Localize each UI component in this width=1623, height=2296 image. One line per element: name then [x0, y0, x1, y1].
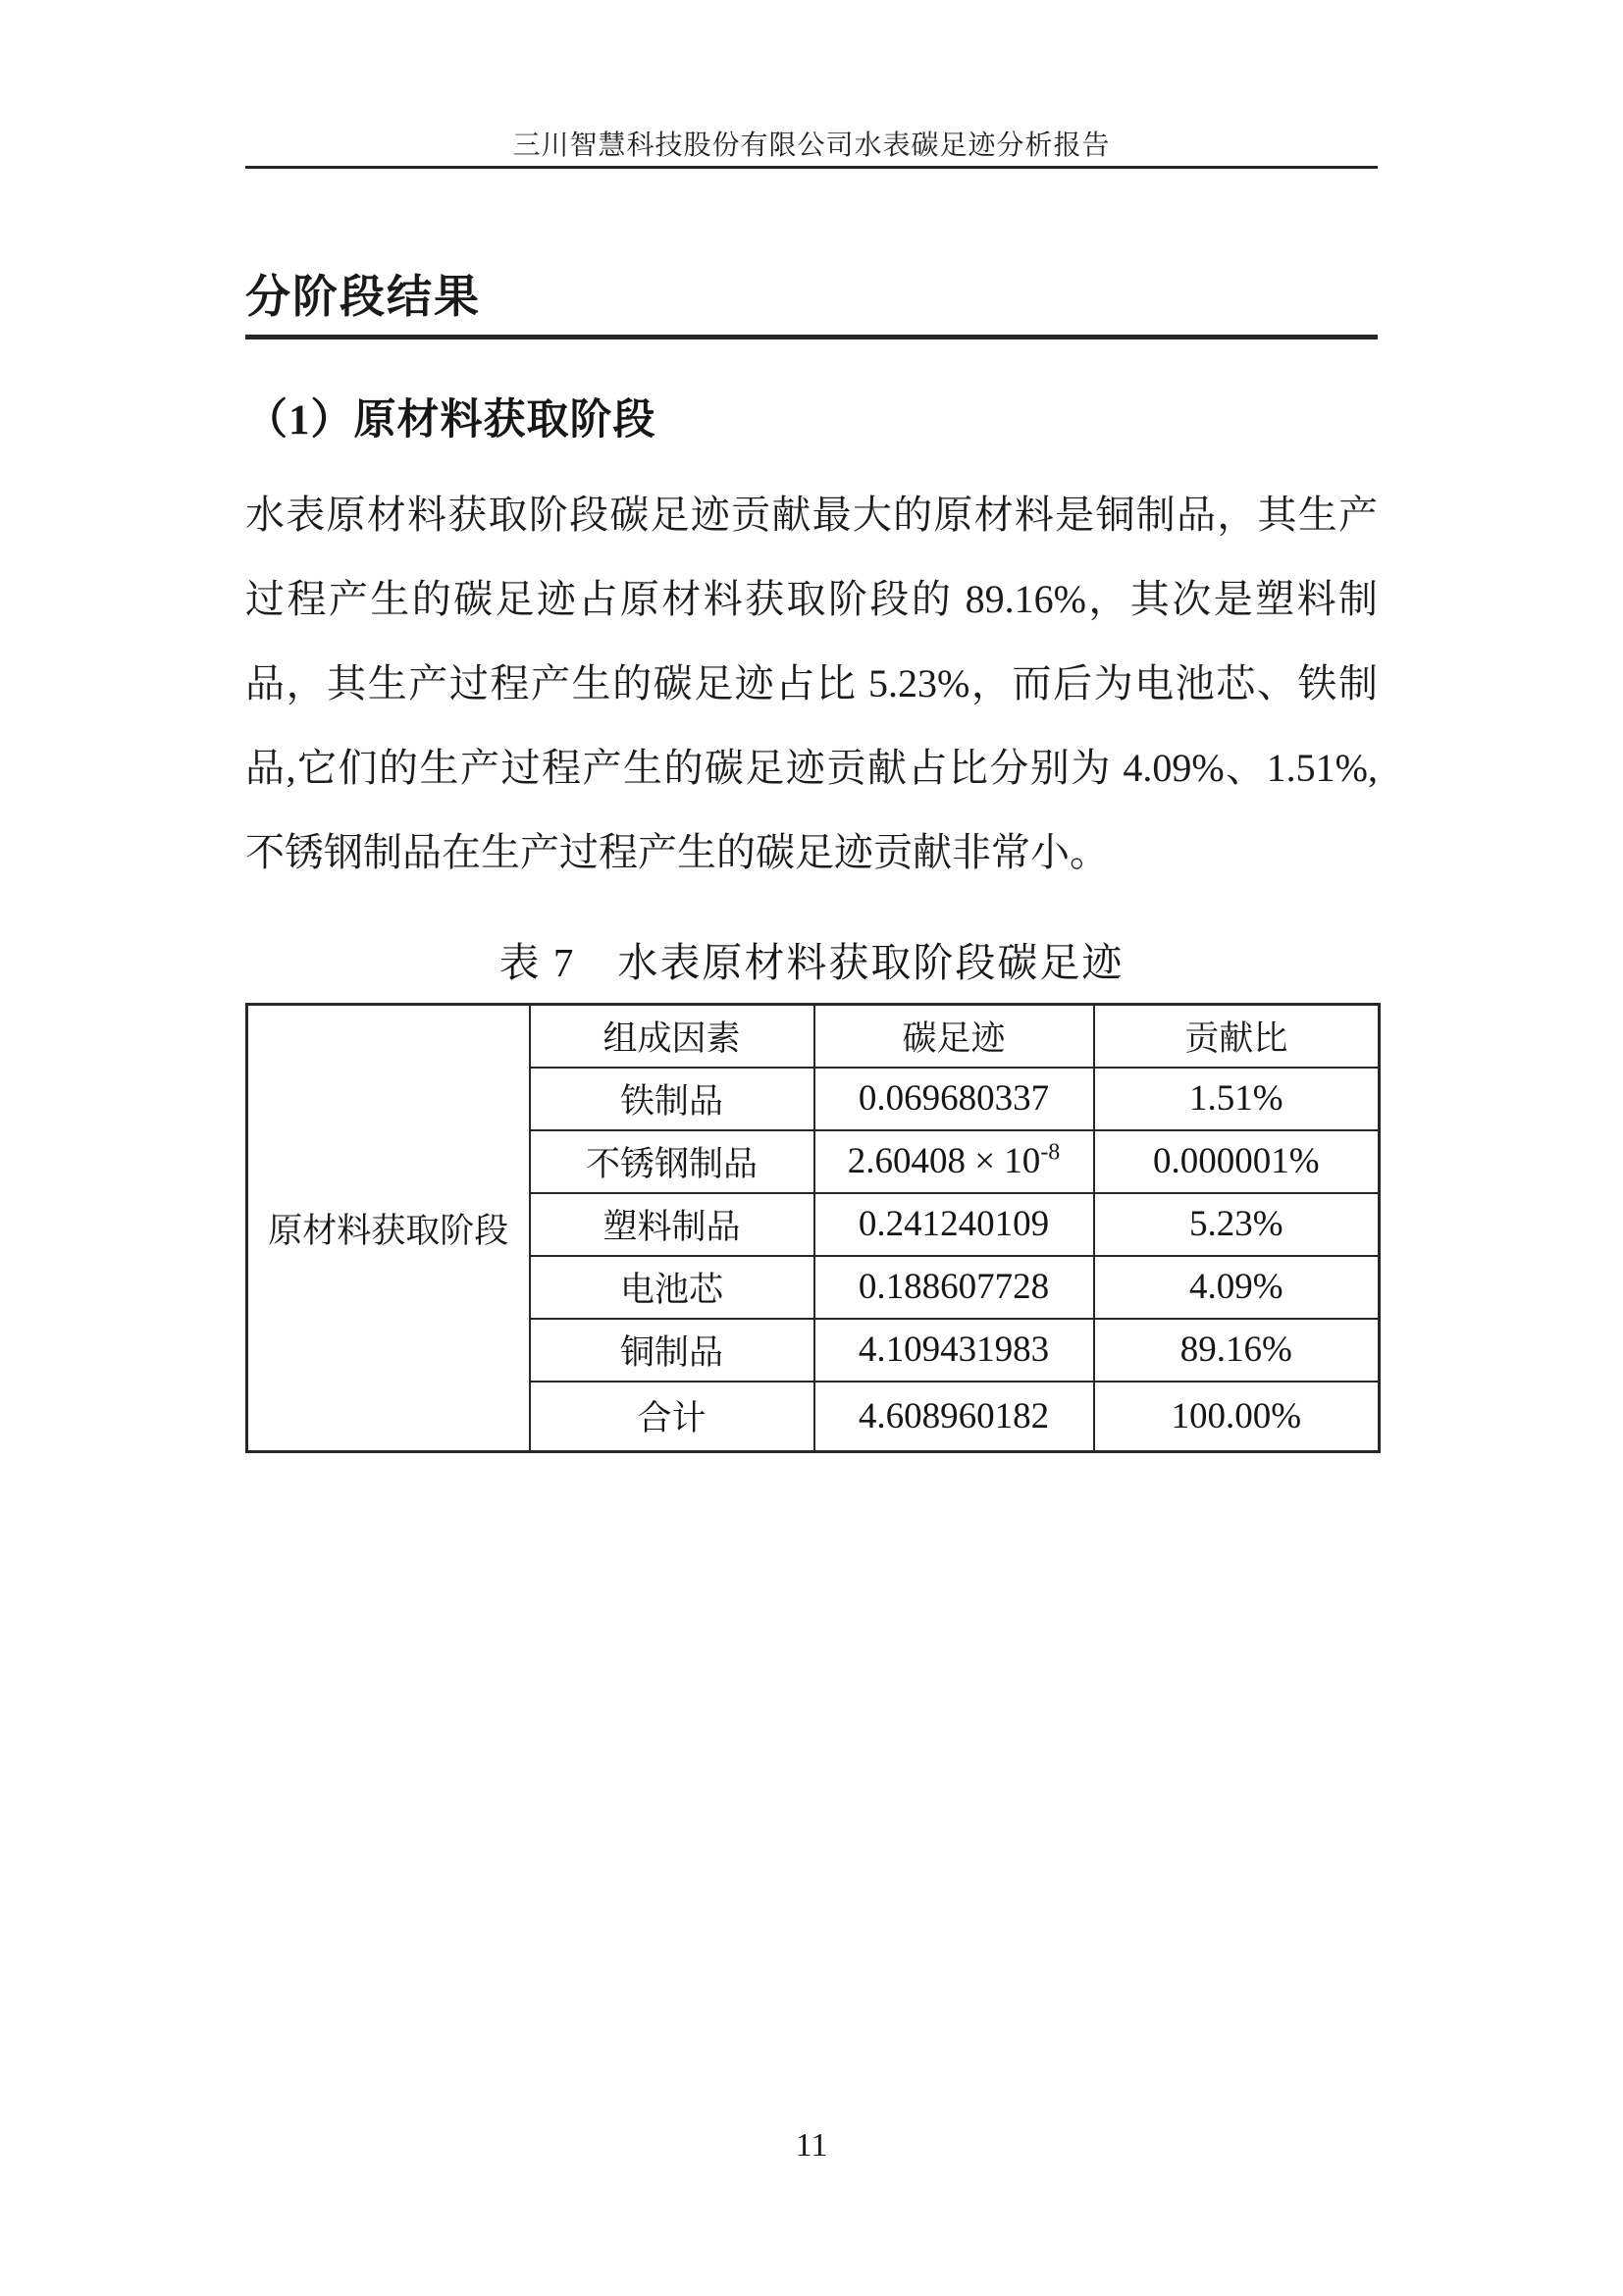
body-paragraph	[245, 473, 1378, 895]
footprint-cell: 0.069680337	[814, 1068, 1094, 1130]
contribution-cell: 100.00%	[1094, 1382, 1380, 1452]
paragraph-line-3: 品，其生产过程产生的碳足迹占比 5.23%，而后为电池芯、铁制	[245, 661, 1378, 705]
contribution-cell: 5.23%	[1094, 1193, 1380, 1256]
factor-cell: 合计	[530, 1382, 814, 1452]
stage-merged-cell: 原材料获取阶段	[247, 1005, 530, 1452]
factor-cell: 不锈钢制品	[530, 1130, 814, 1193]
column-header-contribution: 贡献比	[1094, 1005, 1380, 1068]
footprint-cell: 0.188607728	[814, 1256, 1094, 1319]
paragraph-line-2: 过程产生的碳足迹占原材料获取阶段的 89.16%，其次是塑料制	[245, 577, 1378, 621]
section-title: 分阶段结果	[245, 271, 481, 322]
page-number: 11	[795, 2127, 828, 2164]
paragraph-line-4: 品,它们的生产过程产生的碳足迹贡献占比分别为 4.09%、1.51%,	[245, 746, 1378, 790]
contribution-cell: 89.16%	[1094, 1319, 1380, 1382]
footprint-exponent: -8	[1040, 1139, 1061, 1166]
table-caption: 表 7 水表原材料获取阶段碳足迹	[498, 940, 1125, 985]
paragraph-line-5: 不锈钢制品在生产过程产生的碳足迹贡献非常小。	[245, 830, 1109, 874]
footprint-cell: 4.608960182	[814, 1382, 1094, 1452]
subsection-title: （1）原材料获取阶段	[245, 397, 656, 444]
factor-cell: 铁制品	[530, 1068, 814, 1130]
column-header-footprint: 碳足迹	[814, 1005, 1094, 1068]
column-header-factor: 组成因素	[530, 1005, 814, 1068]
factor-cell: 铜制品	[530, 1319, 814, 1382]
factor-cell: 塑料制品	[530, 1193, 814, 1256]
running-header: 三川智慧科技股份有限公司水表碳足迹分析报告	[512, 130, 1111, 161]
contribution-cell: 1.51%	[1094, 1068, 1380, 1130]
footprint-cell: 0.241240109	[814, 1193, 1094, 1256]
paragraph-line-1: 水表原材料获取阶段碳足迹贡献最大的原材料是铜制品，其生产	[245, 493, 1378, 537]
section-rule	[245, 335, 1378, 339]
contribution-cell: 0.000001%	[1094, 1130, 1380, 1193]
footprint-cell	[814, 1130, 1094, 1193]
contribution-cell: 4.09%	[1094, 1256, 1380, 1319]
raw-material-footprint-table	[245, 1003, 1381, 1453]
footprint-base: 2.60408 × 10	[847, 1141, 1041, 1181]
header-rule	[245, 166, 1378, 169]
footprint-cell: 4.109431983	[814, 1319, 1094, 1382]
factor-cell: 电池芯	[530, 1256, 814, 1319]
table-header-row	[247, 1005, 1380, 1068]
